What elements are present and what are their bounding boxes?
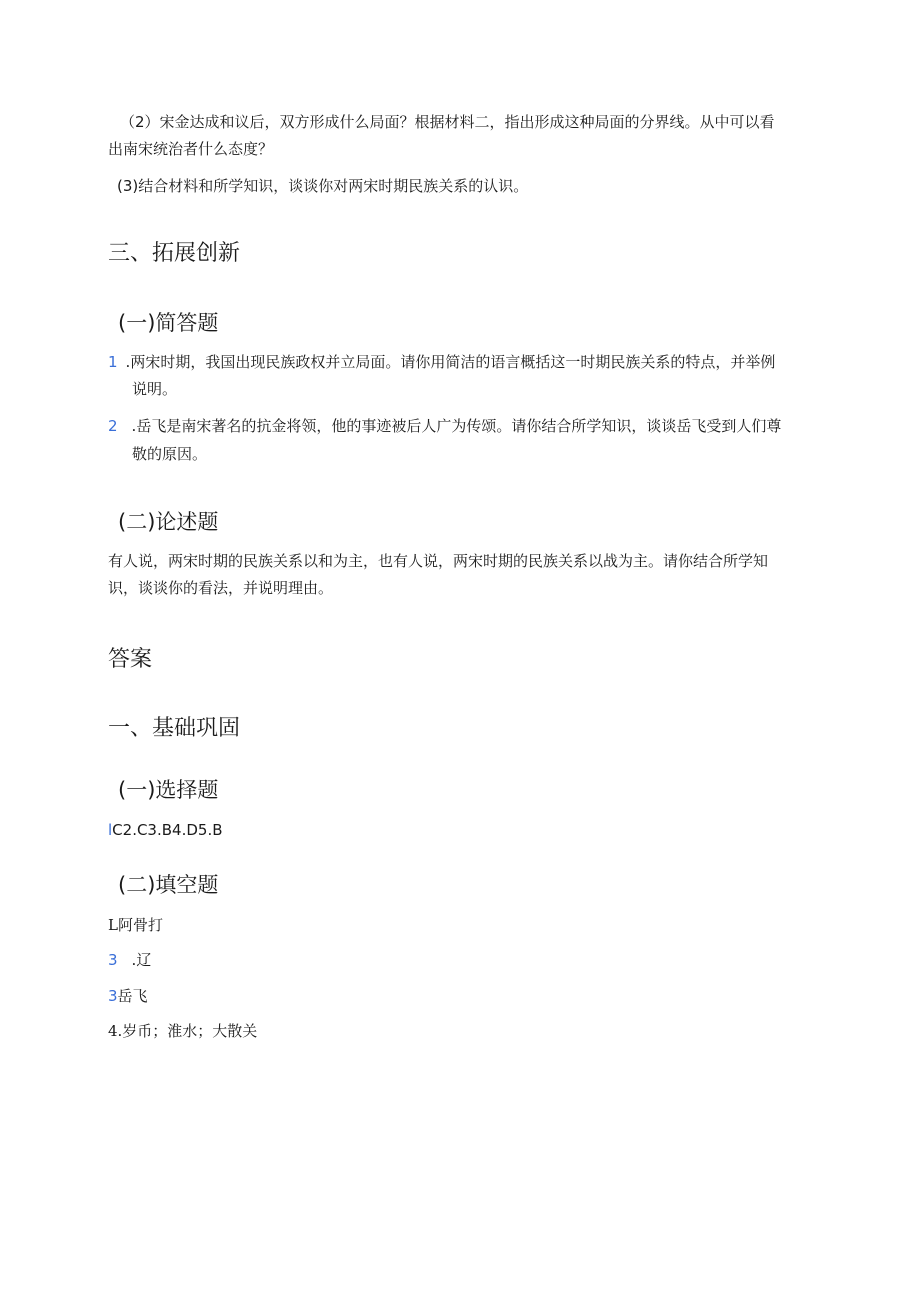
short-answer-item-2 [108,414,781,438]
item-1-line1: .两宋时期，我国出现民族政权并立局面。请你用简洁的语言概括这一时期民族关系的特点，并举例 [125,353,776,371]
answers-section-1-title: 一、基础巩固 [108,716,241,741]
essay-line2: 识，谈谈你的看法，并说明理由。 [108,579,334,597]
choice-answers [108,818,223,842]
item-2-line2: 敬的原因。 [132,445,208,463]
question-2-line2: 出南宋统治者什么态度？ [108,140,274,158]
item-1-number: 1 [108,353,118,371]
item-1-line2: 说明。 [132,380,178,398]
choice-heading: (一)选择题 [118,778,219,802]
item-2-line1: .岳飞是南宋著名的抗金将领，他的事迹被后人广为传颂。请你结合所学知识，谈谈岳飞受到人们尊 [131,417,782,435]
choice-answer-rest: C2.C3.B4.D5.B [112,821,223,839]
question-3 [117,174,528,198]
essay-heading: (二)论述题 [118,510,219,534]
fill-answer-2 [108,948,151,972]
short-answer-item-1 [108,350,775,374]
section-3-title: 三、拓展创新 [108,241,241,266]
question-2 [120,110,820,134]
question-3-text: 结合材料和所学知识，谈谈你对两宋时期民族关系的认识。 [138,177,529,195]
short-answer-heading: (一)简答题 [118,311,219,335]
question-3-prefix: (3) [117,177,139,195]
fill-answer-3-text: 岳飞 [117,987,148,1005]
fill-answer-2-number: 3 [108,951,118,969]
answers-title: 答案 [108,647,153,672]
fill-answer-3 [108,984,148,1008]
fill-answer-1: L阿骨打 [108,916,163,934]
essay-line1: 有人说，两宋时期的民族关系以和为主，也有人说，两宋时期的民族关系以战为主。请你结合所学知 [108,552,769,570]
item-2-number: 2 [108,417,118,435]
fill-blank-heading: (二)填空题 [118,873,219,897]
choice-answer-first-mark: l [108,821,113,839]
question-2-prefix: （2） [120,113,160,131]
fill-answer-2-text: .辽 [131,951,152,969]
question-2-line1: 宋金达成和议后，双方形成什么局面？根据材料二，指出形成这种局面的分界线。从中可以看 [159,113,775,131]
fill-answer-3-number: 3 [108,987,118,1005]
fill-answer-4: 4.岁币；淮水；大散关 [108,1022,258,1040]
